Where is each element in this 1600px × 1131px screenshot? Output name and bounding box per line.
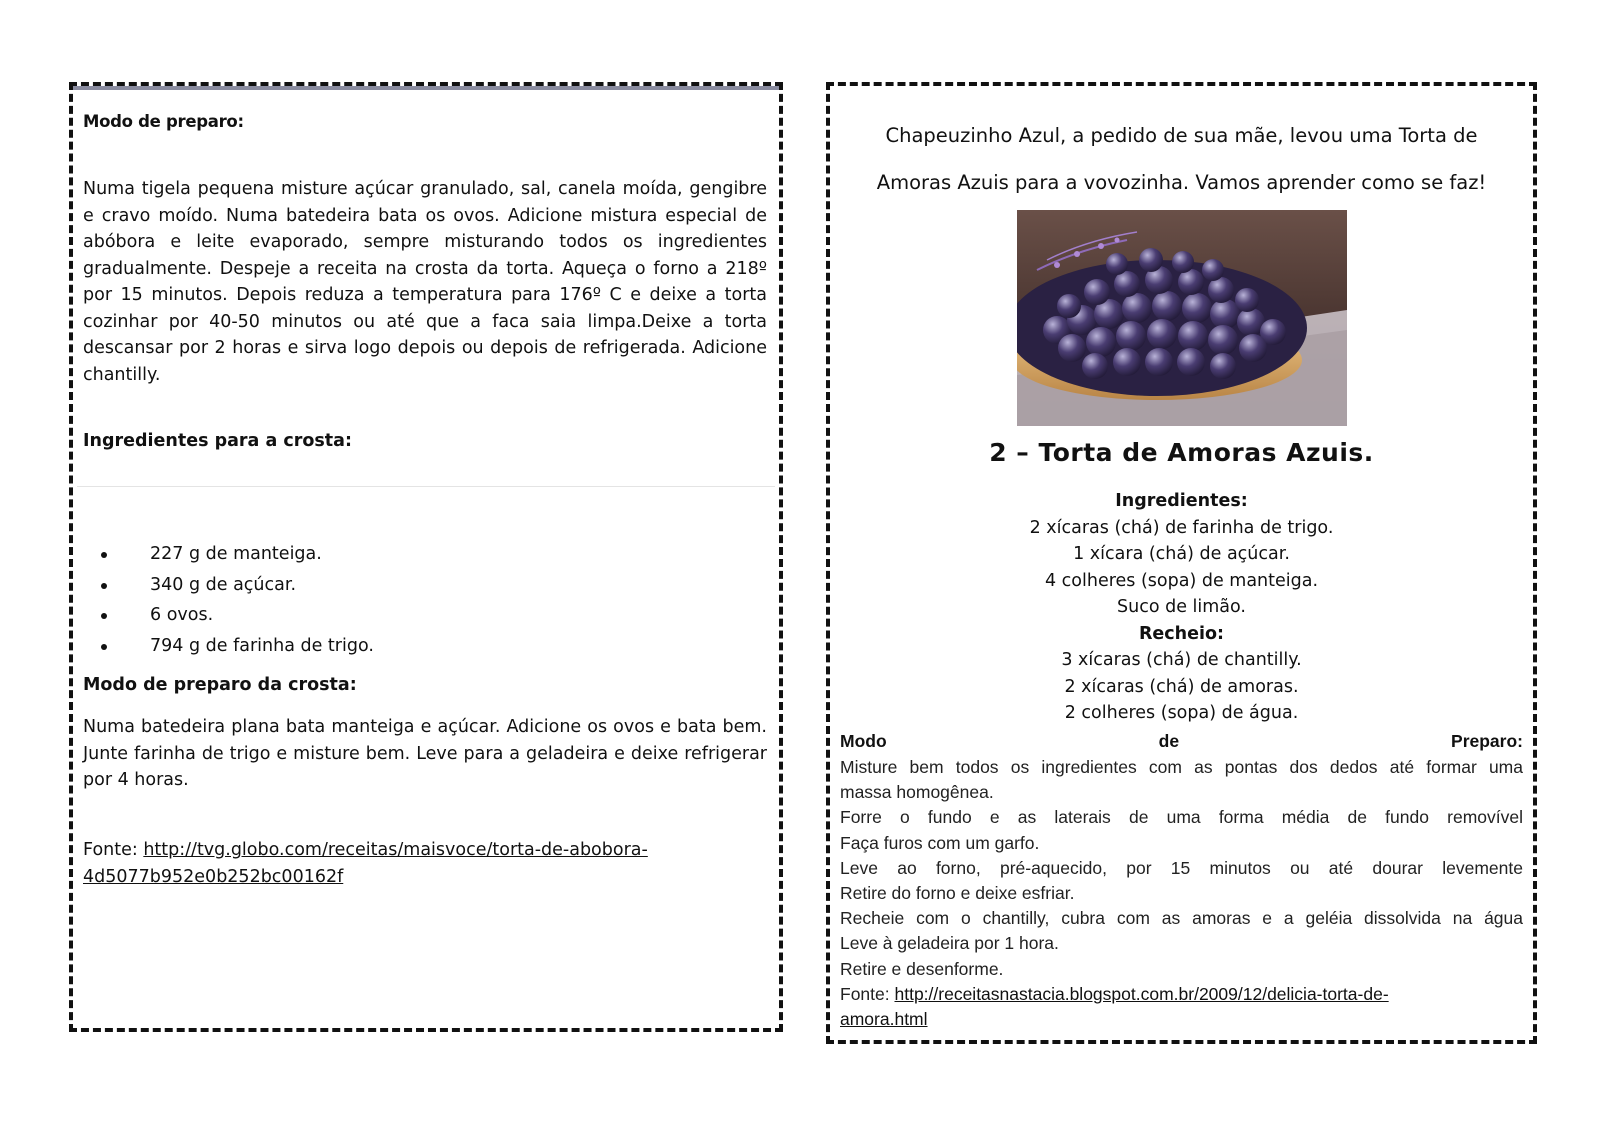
fonte-citation — [83, 837, 767, 890]
modo-preparo-heading: Modo de Preparo: — [840, 731, 1523, 751]
list-item: 6 ovos. — [93, 600, 374, 631]
recheio-item: 3 xícaras (chá) de chantilly. — [1061, 650, 1302, 670]
step-line: massa homogênea. — [840, 782, 994, 803]
step-line: Forre o fundo e as laterais de uma forma média de fundo removível — [840, 807, 1523, 828]
divider — [77, 486, 775, 487]
ingredientes-crosta-list — [93, 539, 374, 661]
ingredient-item: Suco de limão. — [1117, 597, 1246, 617]
fonte-label: Fonte: — [83, 840, 144, 860]
ingredient-item: 1 xícara (chá) de açúcar. — [1073, 544, 1290, 564]
modo-crosta-heading: Modo de preparo da crosta: — [83, 675, 357, 695]
ingredient-item: 2 xícaras (chá) de farinha de trigo. — [1029, 517, 1334, 538]
list-item: 340 g de açúcar. — [93, 570, 374, 601]
bullet-icon — [101, 583, 107, 589]
recheio-item: 2 xícaras (chá) de amoras. — [1064, 676, 1299, 697]
list-item: 794 g de farinha de trigo. — [93, 631, 374, 662]
modo-preparo-heading: Modo de preparo: — [83, 112, 244, 131]
ingredients-block — [830, 488, 1533, 727]
step-line: Recheie com o chantilly, cubra com as amoras e a geléia dissolvida na água — [840, 908, 1523, 929]
recheio-heading: Recheio: — [1138, 623, 1225, 644]
step-line: Retire do forno e deixe esfriar. — [840, 883, 1075, 904]
card-top-rule — [73, 86, 779, 90]
intro-line: Chapeuzinho Azul, a pedido de sua mãe, levou uma Torta de — [885, 124, 1478, 147]
modo-preparo-text: Numa tigela pequena misture açúcar granulado, sal, canela moída, gengibre e cravo moído. Numa batedeira bata os ovos. Adicione mistura especial de abóbora e leite evaporado, sempre misturando todos os ingredientes gradualmente. Despeje a receita na crosta da torta. Aqueça o forno a 218º por 15 minutos. Depois reduza a temperatura para 176º C e deixe a torta cozinhar por 40-50 minutos ou até que a faca saia limpa.Deixe a torta descansar por 2 horas e sirva logo depois ou depois de refrigerada. Adicione chantilly. — [83, 179, 767, 385]
step-line: Faça furos com um garfo. — [840, 832, 1040, 853]
fonte-label: Fonte: — [840, 983, 895, 1004]
right-recipe-card — [826, 82, 1537, 1044]
intro-text — [830, 112, 1533, 206]
bullet-icon — [101, 613, 107, 619]
ingredientes-crosta-heading: Ingredientes para a crosta: — [83, 431, 352, 451]
bullet-icon — [101, 552, 107, 558]
intro-line: Amoras Azuis para a vovozinha. Vamos aprender como se faz! — [876, 171, 1487, 194]
step-line: Misture bem todos os ingredientes com as pontas dos dedos até formar uma — [840, 757, 1523, 777]
step-line: Retire e desenforme. — [840, 958, 1004, 979]
blackberry-tart-photo — [1017, 210, 1347, 426]
step-line: Leve à geladeira por 1 hora. — [840, 933, 1059, 954]
bullet-icon — [101, 644, 107, 650]
fonte-link[interactable]: http://tvg.globo.com/receitas/maisvoce/torta-de-abobora- 4d5077b952e0b252bc00162f — [83, 840, 648, 887]
preparo-steps — [840, 755, 1523, 1032]
step-line: Leve ao forno, pré-aquecido, por 15 minutos ou até dourar levemente — [840, 857, 1523, 878]
recipe-title: 2 – Torta de Amoras Azuis. — [989, 438, 1374, 467]
recheio-item: 2 colheres (sopa) de água. — [1064, 703, 1299, 723]
ingredient-item: 4 colheres (sopa) de manteiga. — [1044, 570, 1319, 591]
ingredientes-heading: Ingredientes: — [1115, 491, 1248, 511]
fonte-citation — [840, 982, 1523, 1032]
modo-crosta-text: Numa batedeira plana bata manteiga e açúcar. Adicione os ovos e bata bem. Junte farinha de trigo e misture bem. Leve para a geladeira e deixe refrigerar por 4 horas. — [83, 717, 767, 790]
fonte-link[interactable]: http://receitasnastacia.blogspot.com.br/2009/12/delicia-torta-de- amora.html — [840, 983, 1389, 1030]
list-item: 227 g de manteiga. — [93, 539, 374, 570]
left-recipe-card — [69, 82, 783, 1032]
